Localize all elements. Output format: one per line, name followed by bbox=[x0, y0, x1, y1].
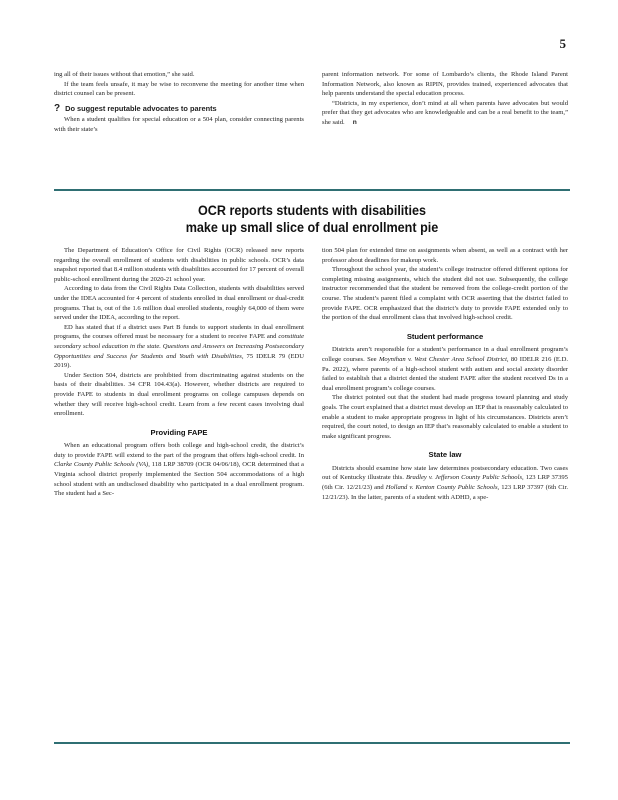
section-divider bbox=[54, 189, 570, 191]
section-heading: Providing FAPE bbox=[150, 427, 208, 437]
paragraph: If the team feels unsafe, it may be wise to reconvene the meeting for another time when district counsel can be present. bbox=[54, 80, 304, 98]
subheading-text: Do suggest reputable advocates to parents bbox=[65, 103, 217, 113]
paragraph bbox=[322, 99, 568, 128]
paragraph-text: , 123 LRP 37395 (6th Cir. 12/21/23) and bbox=[322, 474, 568, 492]
case-name: Clarke County Public Schools (VA) bbox=[54, 461, 149, 469]
paragraph bbox=[322, 464, 568, 502]
paragraph-text: , 80 IDELR 216 (E.D. Pa. 2022), where parents of a high-school student with autism and social anxiety disorder failed to establish that a district denied the student FAPE after the student received Ds in a dual enrollment program’s college courses. bbox=[322, 355, 569, 392]
citation-reference: , 75 IDELR 79 (EDU 2019). bbox=[54, 352, 304, 370]
case-name: Moynihan v. West Chester Area School District bbox=[378, 355, 507, 363]
paragraph: When a student qualifies for special education or a 504 plan, consider connecting parents with their state’s bbox=[54, 116, 304, 133]
end-of-article-mark: n bbox=[352, 118, 357, 126]
question-mark-icon: ? bbox=[54, 102, 61, 114]
paragraph bbox=[54, 441, 304, 499]
section-heading: Student performance bbox=[406, 331, 484, 341]
paragraph bbox=[322, 345, 568, 393]
footer-divider bbox=[54, 742, 570, 744]
top-right-column bbox=[322, 70, 568, 128]
paragraph-text: , 123 LRP 37397 (6th Cir. 12/21/23). In the latter, parents of a student with ADHD, a spe- bbox=[322, 484, 568, 501]
paragraph: Throughout the school year, the student’s college instructor offered different options for completing missing assignments, which the student did not use. Subsequently, the college instructor recommended that the student be removed from the college-credit portion of the course. The student’s parent filed a complaint with OCR asserting that the district failed to provide FAPE. OCR emphasized that the district’s duty to provide FAPE extended only to the portion of the dual enrollment class that involved high-school credit. bbox=[322, 266, 568, 322]
section-heading: State law bbox=[428, 450, 462, 460]
paragraph: The district pointed out that the student had made progress toward planning and study goals. The court explained that a district must develop an IEP that is reasonably calculated to enable a student to make appropriate progress in light of his circumstances. Districts aren’t required, the court noted, to design an IEP that’s reasonably calculated to enable a student to make significant progress. bbox=[322, 394, 568, 440]
paragraph-text: Districts aren’t responsible for a student’s performance in a dual enrollment program’s college courses. See bbox=[322, 346, 568, 363]
paragraph: tion 504 plan for extended time on assignments when absent, as well as a contract with her professor about deadlines for makeup work. bbox=[322, 247, 568, 264]
page-number: 5 bbox=[559, 36, 566, 51]
paragraph-text: Districts should examine how state law determines postsecondary education. Two cases out of Kentucky illustrate this. bbox=[322, 464, 568, 482]
article-left-column bbox=[54, 246, 304, 499]
paragraph: ing all of their issues without that emotion,” she said. bbox=[54, 71, 195, 78]
subheading bbox=[54, 104, 304, 114]
paragraph bbox=[54, 323, 304, 371]
citation-title: constitute secondary school education in the state. Questions and Answers on Increasing Postsecondary Opportunities and Success for Students and Youth with Disabilities bbox=[54, 333, 304, 360]
case-name: Holland v. Kenton County Public Schools bbox=[385, 484, 498, 492]
paragraph: The Department of Education’s Office for Civil Rights (OCR) released new reports regarding the overall enrollment of students with disabilities in public schools. OCR’s data snapshot reported that 8.4 million students with disabilities accounted for 17 percent of overall public-school enrollment during the 2020-21 school year. bbox=[54, 247, 304, 283]
case-name: Bradley v. Jefferson County Public Schools bbox=[405, 474, 523, 482]
headline-line-1: OCR reports students with disabilities bbox=[197, 203, 427, 218]
paragraph: parent information network. For some of Lombardo’s clients, the Rhode Island Parent Information Network, also known as RIPIN, provides trained, experienced advocates that help parents understand the special education process. bbox=[322, 71, 568, 98]
headline-line-2: make up small slice of dual enrollment pie bbox=[185, 220, 439, 235]
paragraph-text: “Districts, in my experience, don’t mind at all when parents have advocates but would prefer that they get advocates who are knowledgeable and can be a real benefit to the team,” she said. bbox=[322, 99, 568, 126]
article-right-column bbox=[322, 246, 568, 502]
paragraph-text: When an educational program offers both college and high-school credit, the district’s duty to provide FAPE will extend to the part of the program that offers high-school credit. In bbox=[54, 442, 304, 459]
top-left-column bbox=[54, 70, 304, 135]
paragraph-text: , 118 LRP 38709 (OCR 04/06/18), OCR determined that a Virginia school district properly implemented the Section 504 accommodations of a high school student with an undisclosed disability who participated in a dual enrollment program. The student had a Sec- bbox=[54, 461, 304, 498]
paragraph: Under Section 504, districts are prohibited from discriminating against students on the basis of their disabilities. 34 CFR 104.43(a). However, whether districts are required to provide FAPE to students in dual enrollment programs on college campuses depends on whether they will receive high-school credit. Learn from a few recent cases involving dual enrollment. bbox=[54, 371, 304, 418]
article-headline bbox=[54, 202, 570, 236]
paragraph: According to data from the Civil Rights Data Collection, students with disabilities served under the IDEA accounted for 4 percent of students enrolled in dual enrollment or dual-credit programs. That is, out of the 1.6 million dual enrolled students, roughly 64,000 of them were served under the IDEA, according to the report. bbox=[54, 285, 304, 322]
paragraph-text: ED has stated that if a district uses Part B funds to support students in dual enrollment programs, the courses offered must be necessary for a student to receive FAPE and bbox=[54, 323, 304, 341]
